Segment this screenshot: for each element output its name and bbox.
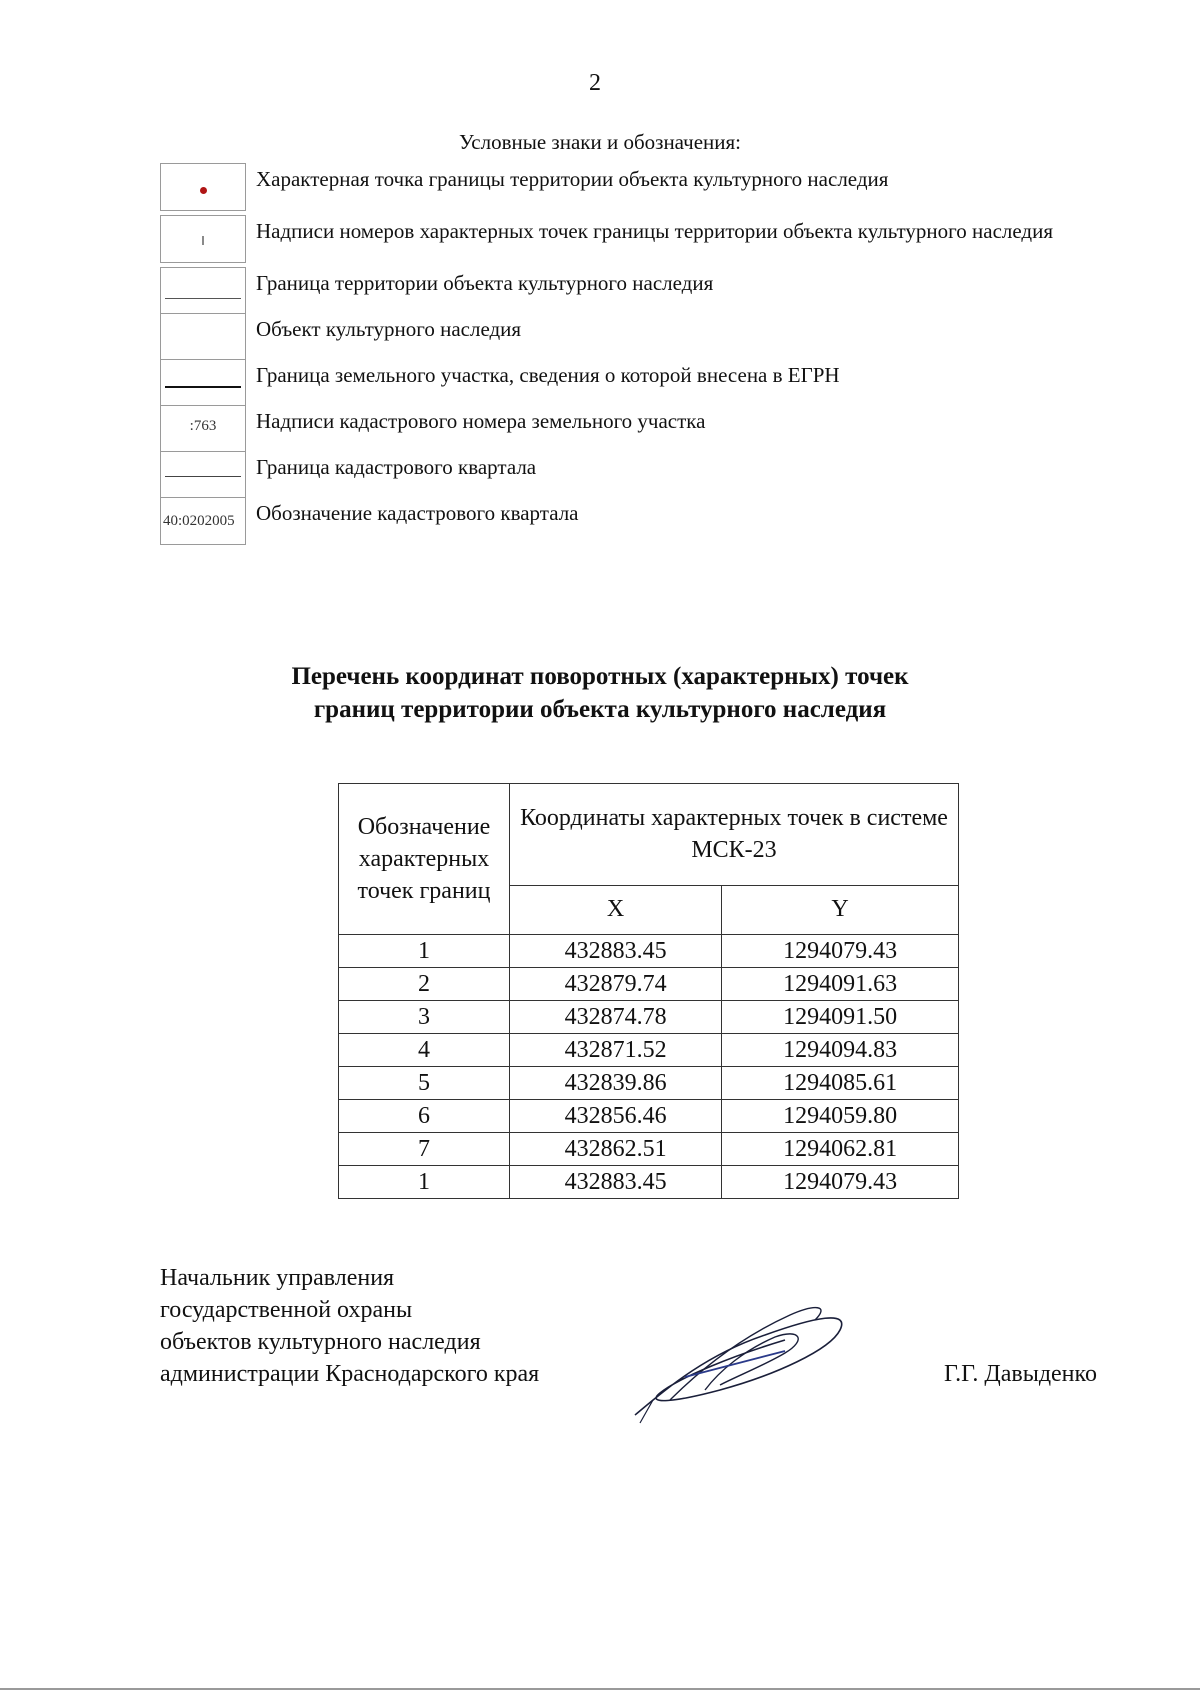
point-number: 5 <box>339 1067 510 1100</box>
cadastral-number-sample: :763 <box>189 418 217 434</box>
x-value: 432874.78 <box>510 1001 722 1034</box>
point-number: 1 <box>339 935 510 968</box>
bottom-divider <box>0 1688 1200 1690</box>
x-value: 432871.52 <box>510 1034 722 1067</box>
header-y: Y <box>722 885 959 934</box>
table-row <box>339 1133 959 1166</box>
y-value: 1294079.43 <box>722 935 959 968</box>
point-number: 2 <box>339 968 510 1001</box>
table-row <box>339 1100 959 1133</box>
signer-position <box>160 1262 539 1390</box>
x-value: 432879.74 <box>510 968 722 1001</box>
y-value: 1294085.61 <box>722 1067 959 1100</box>
x-value: 432883.45 <box>510 1166 722 1199</box>
table-row <box>339 935 959 968</box>
y-value: 1294091.50 <box>722 1001 959 1034</box>
legend-title: Условные знаки и обозначения: <box>458 130 742 154</box>
point-number: 1 <box>339 1166 510 1199</box>
position-line: государственной охраны <box>160 1297 413 1323</box>
table-row <box>339 1001 959 1034</box>
handwritten-signature <box>625 1295 865 1425</box>
header-designation: Обозначение характерных точек границ <box>339 784 510 935</box>
table-title-line-2: границ территории объекта культурного наследия <box>313 696 887 723</box>
red-dot-icon <box>200 187 207 194</box>
legend-label: Характерная точка границы территории объекта культурного наследия <box>256 167 889 191</box>
legend-label: Надписи кадастрового номера земельного участка <box>256 409 706 433</box>
x-value: 432883.45 <box>510 935 722 968</box>
legend-label: Объект культурного наследия <box>256 317 522 341</box>
legend-symbol-thin-line <box>160 451 246 499</box>
y-value: 1294062.81 <box>722 1133 959 1166</box>
coordinates-table <box>338 783 959 1199</box>
header-x: X <box>510 885 722 934</box>
tick-icon <box>202 236 204 245</box>
thin-line-icon <box>165 476 241 477</box>
legend-label: Надписи номеров характерных точек границы территории объекта культурного наследия <box>256 219 1053 243</box>
legend-symbol-line <box>160 267 246 315</box>
quarter-number-sample: 40:0202005 <box>163 513 235 529</box>
thick-line-icon <box>165 386 241 388</box>
point-number: 7 <box>339 1133 510 1166</box>
point-number: 6 <box>339 1100 510 1133</box>
legend-symbol-empty <box>160 313 246 361</box>
table-row <box>339 1166 959 1199</box>
boundary-line-icon <box>165 298 241 299</box>
x-value: 432856.46 <box>510 1100 722 1133</box>
y-value: 1294094.83 <box>722 1034 959 1067</box>
table-row <box>339 968 959 1001</box>
x-value: 432839.86 <box>510 1067 722 1100</box>
y-value: 1294059.80 <box>722 1100 959 1133</box>
table-title-line-1: Перечень координат поворотных (характерных) точек <box>291 663 909 690</box>
page-number: 2 <box>589 70 601 96</box>
signer-name: Г.Г. Давыденко <box>944 1361 1097 1387</box>
legend-symbol-thick-line <box>160 359 246 407</box>
legend-label: Граница территории объекта культурного наследия <box>256 271 714 295</box>
legend-label: Граница земельного участка, сведения о которой внесена в ЕГРН <box>256 363 840 387</box>
legend-symbol-text <box>160 405 246 453</box>
y-value: 1294091.63 <box>722 968 959 1001</box>
legend-label: Обозначение кадастрового квартала <box>256 501 579 525</box>
y-value: 1294079.43 <box>722 1166 959 1199</box>
table-row <box>339 1034 959 1067</box>
legend-symbol-text <box>160 497 246 545</box>
point-number: 3 <box>339 1001 510 1034</box>
legend-symbol-red-dot <box>160 163 246 211</box>
legend-symbol-tick <box>160 215 246 263</box>
header-coordinates: Координаты характерных точек в системе МСК-23 <box>510 784 959 886</box>
table-row <box>339 1067 959 1100</box>
x-value: 432862.51 <box>510 1133 722 1166</box>
position-line: объектов культурного наследия <box>160 1329 481 1355</box>
point-number: 4 <box>339 1034 510 1067</box>
legend-label: Граница кадастрового квартала <box>256 455 537 479</box>
table-title <box>0 660 1200 726</box>
position-line: Начальник управления <box>160 1265 395 1291</box>
position-line: администрации Краснодарского края <box>160 1361 540 1387</box>
